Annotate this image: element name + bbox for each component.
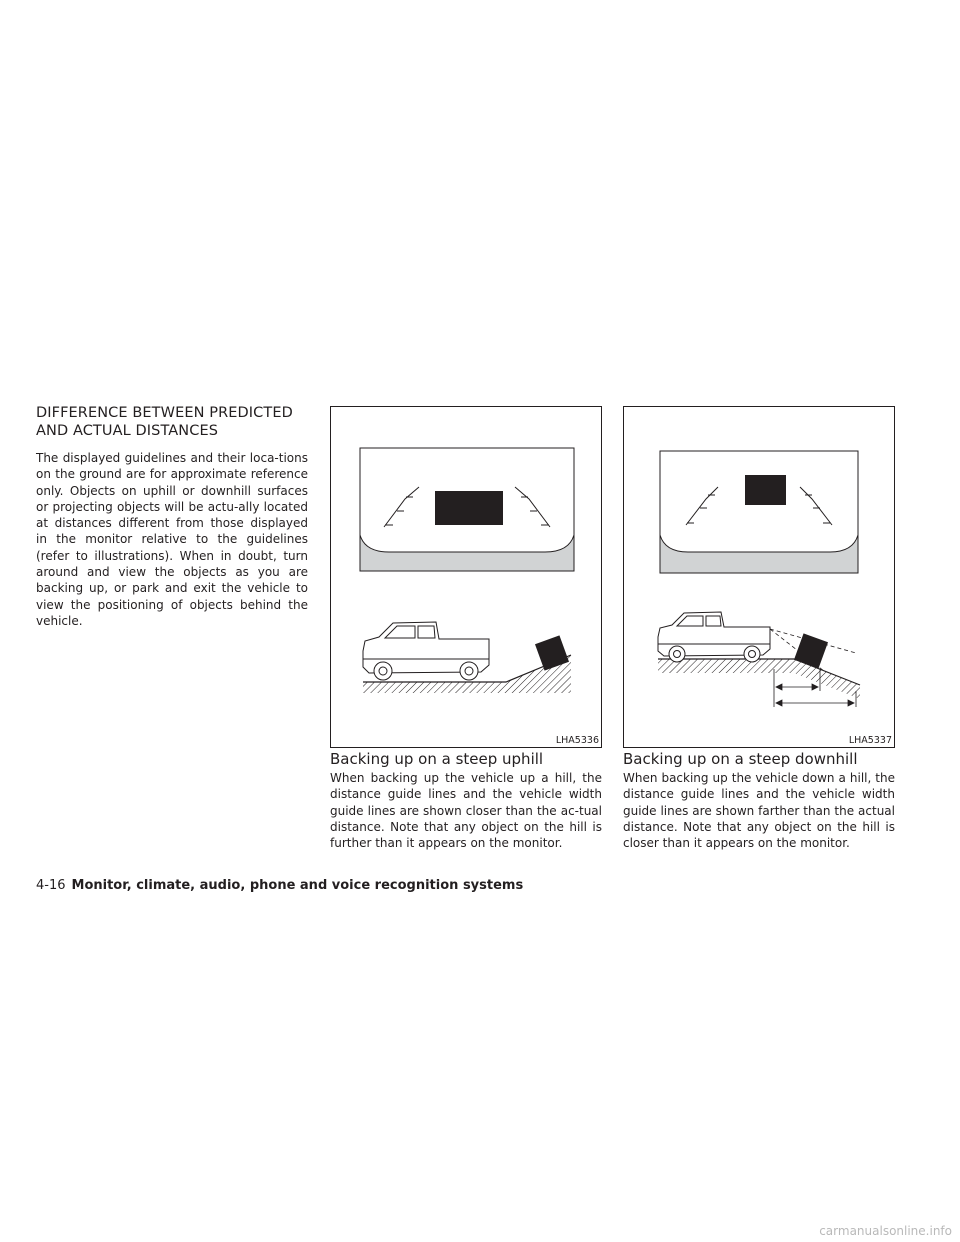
uphill-title: Backing up on a steep uphill <box>330 750 544 768</box>
watermark: carmanualsonline.info <box>819 1224 952 1238</box>
downhill-paragraph: When backing up the vehicle down a hill, the distance guide lines and the vehicle width guide lines are shown farther than the actual distance. Note that any object on the hill is closer than it appears on the monitor. <box>623 771 895 851</box>
figure-code: LHA5337 <box>848 735 892 746</box>
figure-code: LHA5336 <box>555 735 599 746</box>
pickup-truck <box>658 612 770 662</box>
pickup-truck <box>363 622 489 680</box>
uphill-paragraph: When backing up the vehicle up a hill, the distance guide lines and the vehicle width guide lines are shown closer than the ac-tual distance. Note that any object on the hill is further than it appears on the monitor. <box>330 771 602 851</box>
uphill-illustration <box>330 406 602 748</box>
monitor-screen <box>660 451 858 573</box>
monitor-screen <box>360 448 574 571</box>
section-heading-line-2: AND ACTUAL DISTANCES <box>36 423 219 439</box>
page-footer <box>36 878 523 894</box>
downhill-ground <box>658 659 860 699</box>
intro-paragraph: The displayed guidelines and their loca-tions on the ground are for approximate reference only. Objects on uphill or downhill surfaces or projecting objects will be actu-ally located at distances different from those displayed in the monitor relative to the guidelines (refer to illustrations). When in doubt, turn around and view the objects as you are backing up, or park and exit the vehicle to view the positioning of objects behind the vehicle. <box>36 451 308 628</box>
downhill-drawing <box>624 407 894 747</box>
downhill-title: Backing up on a steep downhill <box>623 750 858 768</box>
uphill-drawing <box>331 407 601 747</box>
section-heading <box>36 404 326 440</box>
downhill-illustration <box>623 406 895 748</box>
page-number: 4-16 <box>36 878 66 893</box>
section-heading-line-1: DIFFERENCE BETWEEN PREDICTED <box>36 405 293 421</box>
chapter-title: Monitor, climate, audio, phone and voice recognition systems <box>71 878 524 893</box>
